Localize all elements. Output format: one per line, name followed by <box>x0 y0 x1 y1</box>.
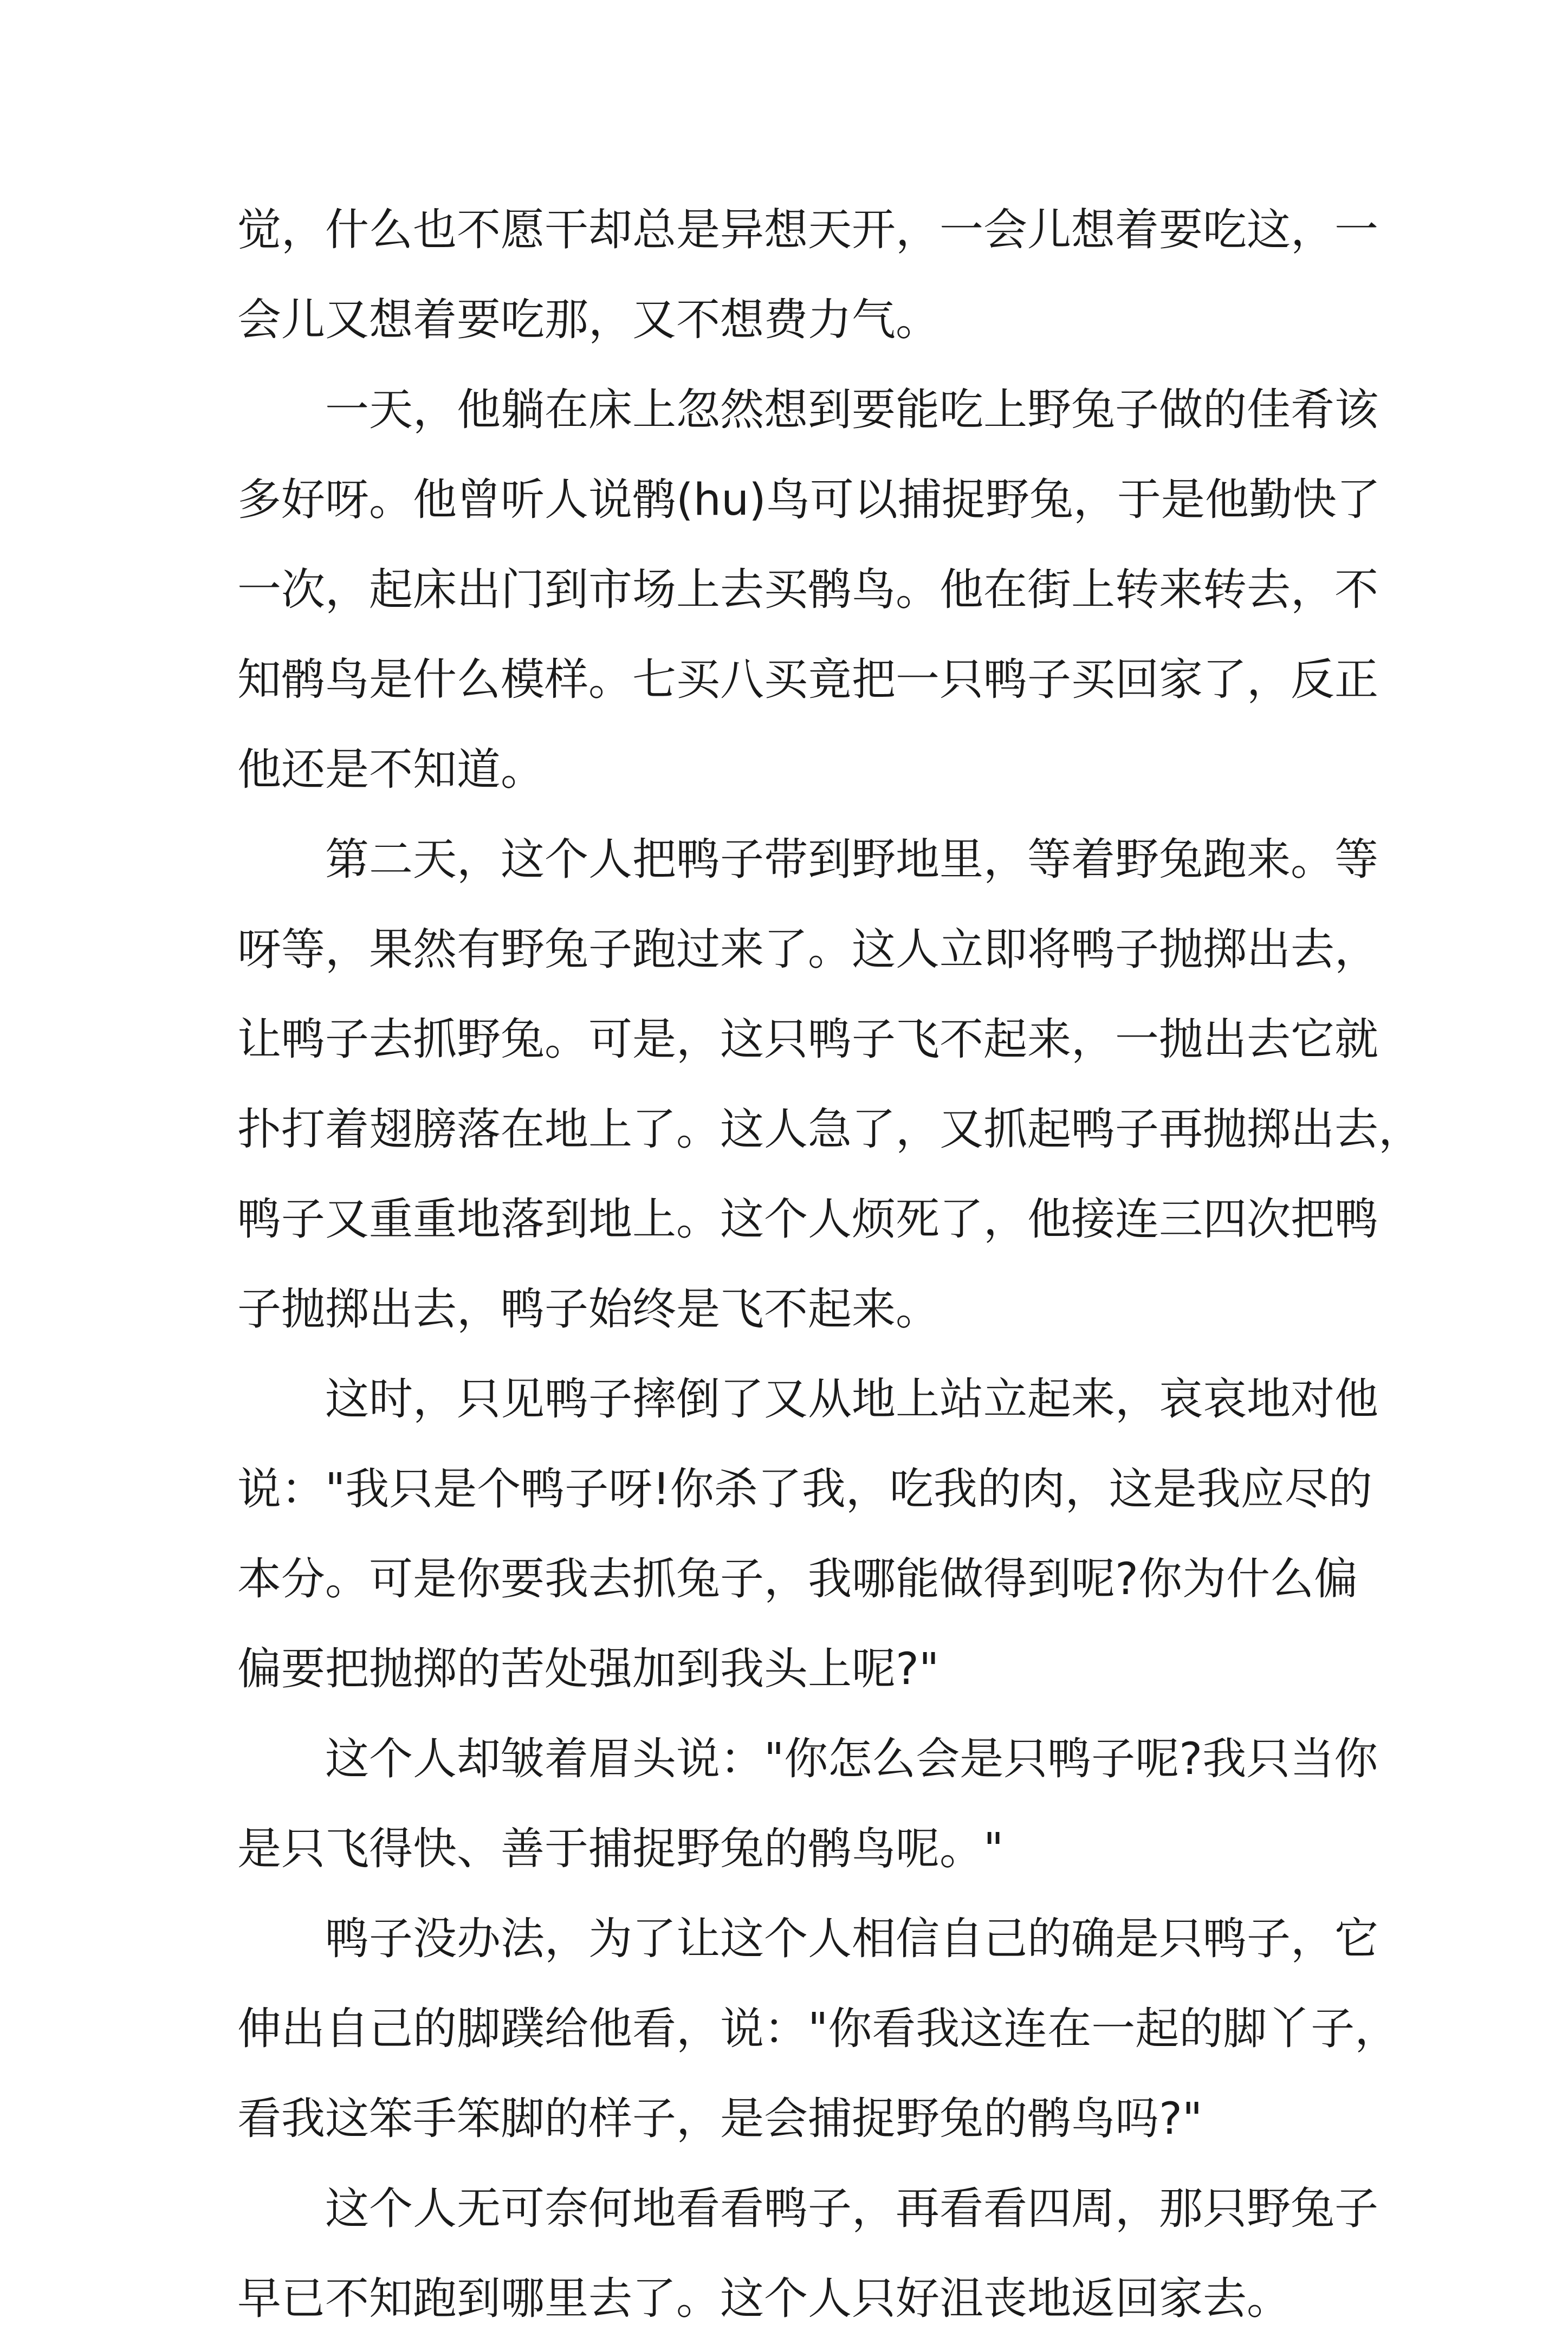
text-line: 呀等，果然有野兔子跑过来了。这人立即将鸭子抛掷出去， <box>237 924 1379 975</box>
text-line: 看我这笨手笨脚的样子，是会捕捉野兔的鹘鸟吗?" <box>237 2094 1203 2145</box>
text-line: 扑打着翅膀落在地上了。这人急了，又抓起鸭子再抛掷出去， <box>237 1104 1423 1155</box>
text-line: 早已不知跑到哪里去了。这个人只好沮丧地返回家去。 <box>237 2274 1291 2324</box>
text-line: 知鹘鸟是什么模样。七买八买竟把一只鸭子买回家了，反正 <box>237 655 1379 705</box>
text-line: 觉，什么也不愿干却总是异想天开，一会儿想着要吃这，一 <box>237 205 1379 256</box>
paragraph-start-line: 这个人却皱着眉头说："你怎么会是只鸭子呢?我只当你 <box>325 1734 1378 1785</box>
text-line: 他还是不知道。 <box>237 744 545 795</box>
text-line: 鸭子又重重地落到地上。这个人烦死了，他接连三四次把鸭 <box>237 1194 1379 1245</box>
text-line: 多好呀。他曾听人说鹘(hu)鸟可以捕捉野兔，于是他勤快了 <box>237 475 1381 526</box>
text-line: 偏要把抛掷的苦处强加到我头上呢?" <box>237 1644 939 1695</box>
paragraph-start-line: 这个人无可奈何地看看鸭子，再看看四周，那只野兔子 <box>325 2184 1379 2235</box>
text-line: 子抛掷出去，鸭子始终是飞不起来。 <box>237 1284 940 1335</box>
story-text-body <box>237 185 1423 2344</box>
text-line: 会儿又想着要吃那，又不想费力气。 <box>237 295 940 346</box>
text-line: 伸出自己的脚蹼给他看，说："你看我这连在一起的脚丫子， <box>237 2004 1399 2055</box>
text-line: 一次，起床出门到市场上去买鹘鸟。他在街上转来转去，不 <box>237 565 1379 616</box>
paragraph-start-line: 鸭子没办法，为了让这个人相信自己的确是只鸭子，它 <box>325 1914 1379 1965</box>
paragraph-start-line: 第二天，这个人把鸭子带到野地里，等着野兔跑来。等 <box>325 834 1379 885</box>
paragraph-start-line: 这时，只见鸭子摔倒了又从地上站立起来，哀哀地对他 <box>325 1374 1379 1425</box>
text-line: 让鸭子去抓野兔。可是，这只鸭子飞不起来，一抛出去它就 <box>237 1014 1379 1065</box>
paragraph-start-line: 一天，他躺在床上忽然想到要能吃上野兔子做的佳肴该 <box>325 385 1379 436</box>
text-line: 说："我只是个鸭子呀!你杀了我，吃我的肉，这是我应尽的 <box>237 1464 1372 1515</box>
text-line: 是只飞得快、善于捕捉野兔的鹘鸟呢。" <box>237 1824 1004 1875</box>
text-line: 本分。可是你要我去抓兔子，我哪能做得到呢?你为什么偏 <box>237 1554 1358 1605</box>
